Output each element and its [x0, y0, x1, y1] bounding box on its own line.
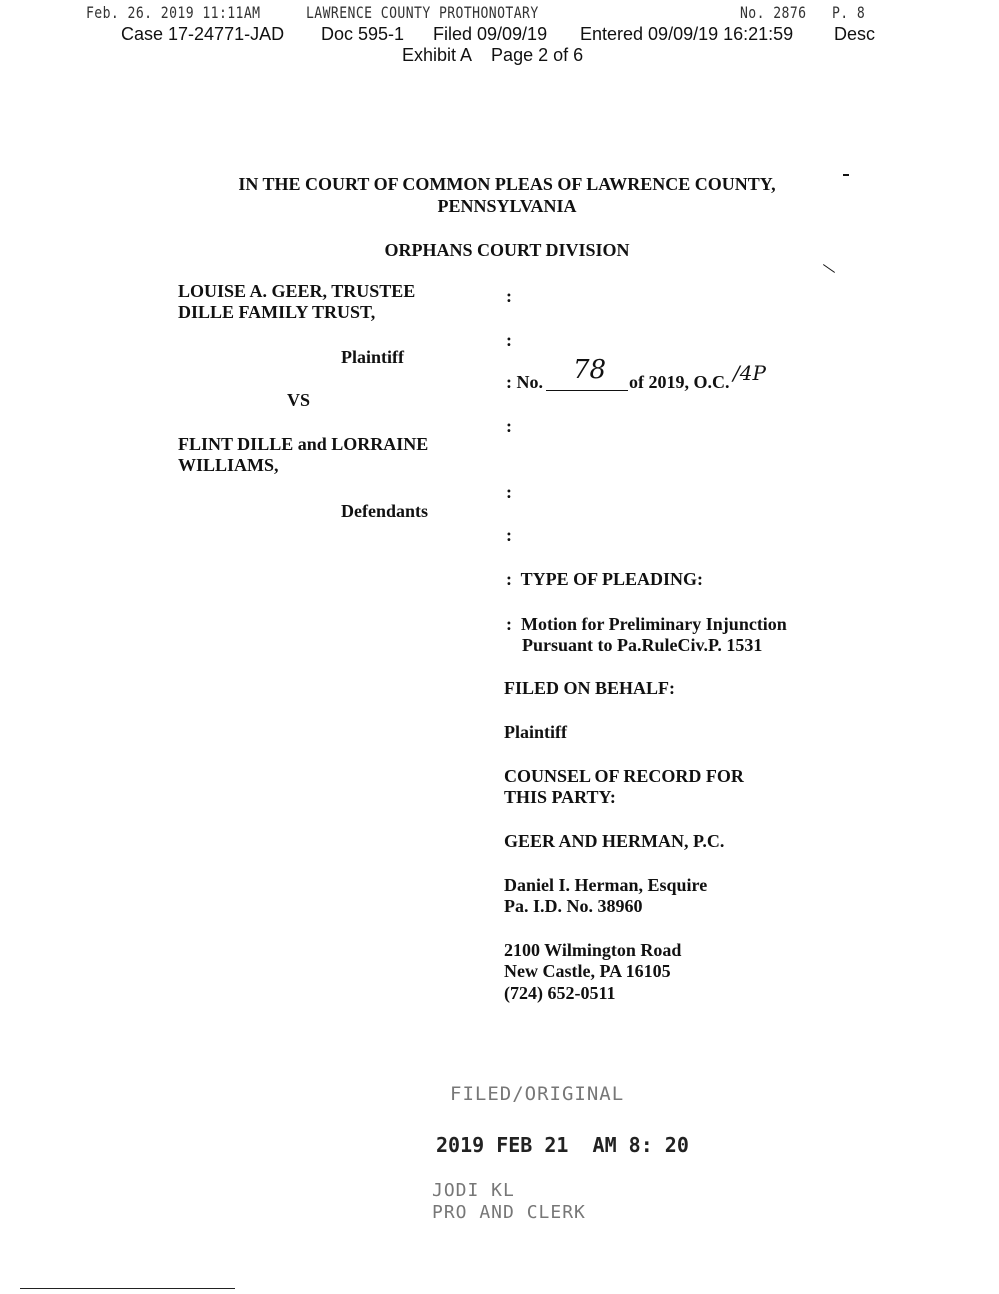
scan-speck	[823, 264, 835, 273]
docket-number-handwritten: 78	[573, 355, 607, 385]
type-of-pleading-label: : TYPE OF PLEADING:	[506, 569, 704, 589]
ecf-filed-date: Filed 09/09/19	[433, 24, 548, 44]
docket-number-suffix: of 2019, O.C.	[629, 372, 730, 392]
filed-stamp-clerk-name: JODI KL	[432, 1180, 515, 1201]
phone-number: (724) 652-0511	[504, 983, 616, 1003]
defendant-name-line1: FLINT DILLE and LORRAINE	[178, 434, 429, 454]
ecf-doc-number: Doc 595-1	[321, 24, 405, 44]
attorney-name: Daniel I. Herman, Esquire	[504, 875, 708, 895]
counsel-label-line2: THIS PARTY:	[504, 787, 616, 807]
ecf-desc: Desc	[834, 24, 876, 44]
plaintiff-name-line1: LOUISE A. GEER, TRUSTEE	[178, 281, 416, 301]
versus: VS	[287, 390, 311, 410]
pleading-title-line2: Pursuant to Pa.RuleCiv.P. 1531	[522, 635, 763, 655]
caption-colon: :	[506, 416, 512, 436]
caption-colon: :	[506, 525, 512, 545]
defendant-role: Defendants	[341, 501, 429, 521]
fax-sender: LAWRENCE COUNTY PROTHONOTARY	[306, 3, 539, 22]
ecf-entered-date: Entered 09/09/19 16:21:59	[580, 24, 794, 44]
docket-number-label: : No.	[506, 372, 543, 392]
ecf-case-number: Case 17-24771-JAD	[121, 24, 285, 44]
plaintiff-role: Plaintiff	[341, 347, 404, 367]
ecf-exhibit-page: Exhibit A Page 2 of 6	[402, 45, 584, 65]
fax-page: P. 8	[832, 3, 866, 22]
counsel-label-line1: COUNSEL OF RECORD FOR	[504, 766, 744, 786]
defendant-name-line2: WILLIAMS,	[178, 455, 279, 475]
pleading-title-line1: : Motion for Preliminary Injunction	[506, 614, 787, 634]
filed-stamp-clerk-title: PRO AND CLERK	[432, 1202, 586, 1223]
caption-colon: :	[506, 482, 512, 502]
court-heading-line1: IN THE COURT OF COMMON PLEAS OF LAWRENCE COUNTY,	[238, 174, 776, 194]
docket-number-underline	[546, 390, 628, 391]
scan-speck	[843, 174, 849, 176]
fax-number: No. 2876	[740, 3, 807, 22]
filed-on-behalf-party: Plaintiff	[504, 722, 567, 742]
caption-colon: :	[506, 330, 512, 350]
address-line1: 2100 Wilmington Road	[504, 940, 682, 960]
filed-stamp-date: 2019 FEB 21 AM 8: 20	[436, 1133, 689, 1157]
filed-on-behalf-label: FILED ON BEHALF:	[504, 678, 676, 698]
docket-number-handwritten-suffix: /4P	[733, 361, 766, 385]
plaintiff-name-line2: DILLE FAMILY TRUST,	[178, 302, 376, 322]
attorney-id: Pa. I.D. No. 38960	[504, 896, 643, 916]
court-division: ORPHANS COURT DIVISION	[384, 240, 630, 260]
law-firm-name: GEER AND HERMAN, P.C.	[504, 831, 725, 851]
fax-date-time: Feb. 26. 2019 11:11AM	[86, 3, 261, 22]
filed-stamp-line1: FILED/ORIGINAL	[450, 1083, 625, 1105]
court-heading-line2: PENNSYLVANIA	[437, 196, 577, 216]
address-line2: New Castle, PA 16105	[504, 961, 671, 981]
caption-colon: :	[506, 286, 512, 306]
footer-rule	[20, 1288, 235, 1289]
